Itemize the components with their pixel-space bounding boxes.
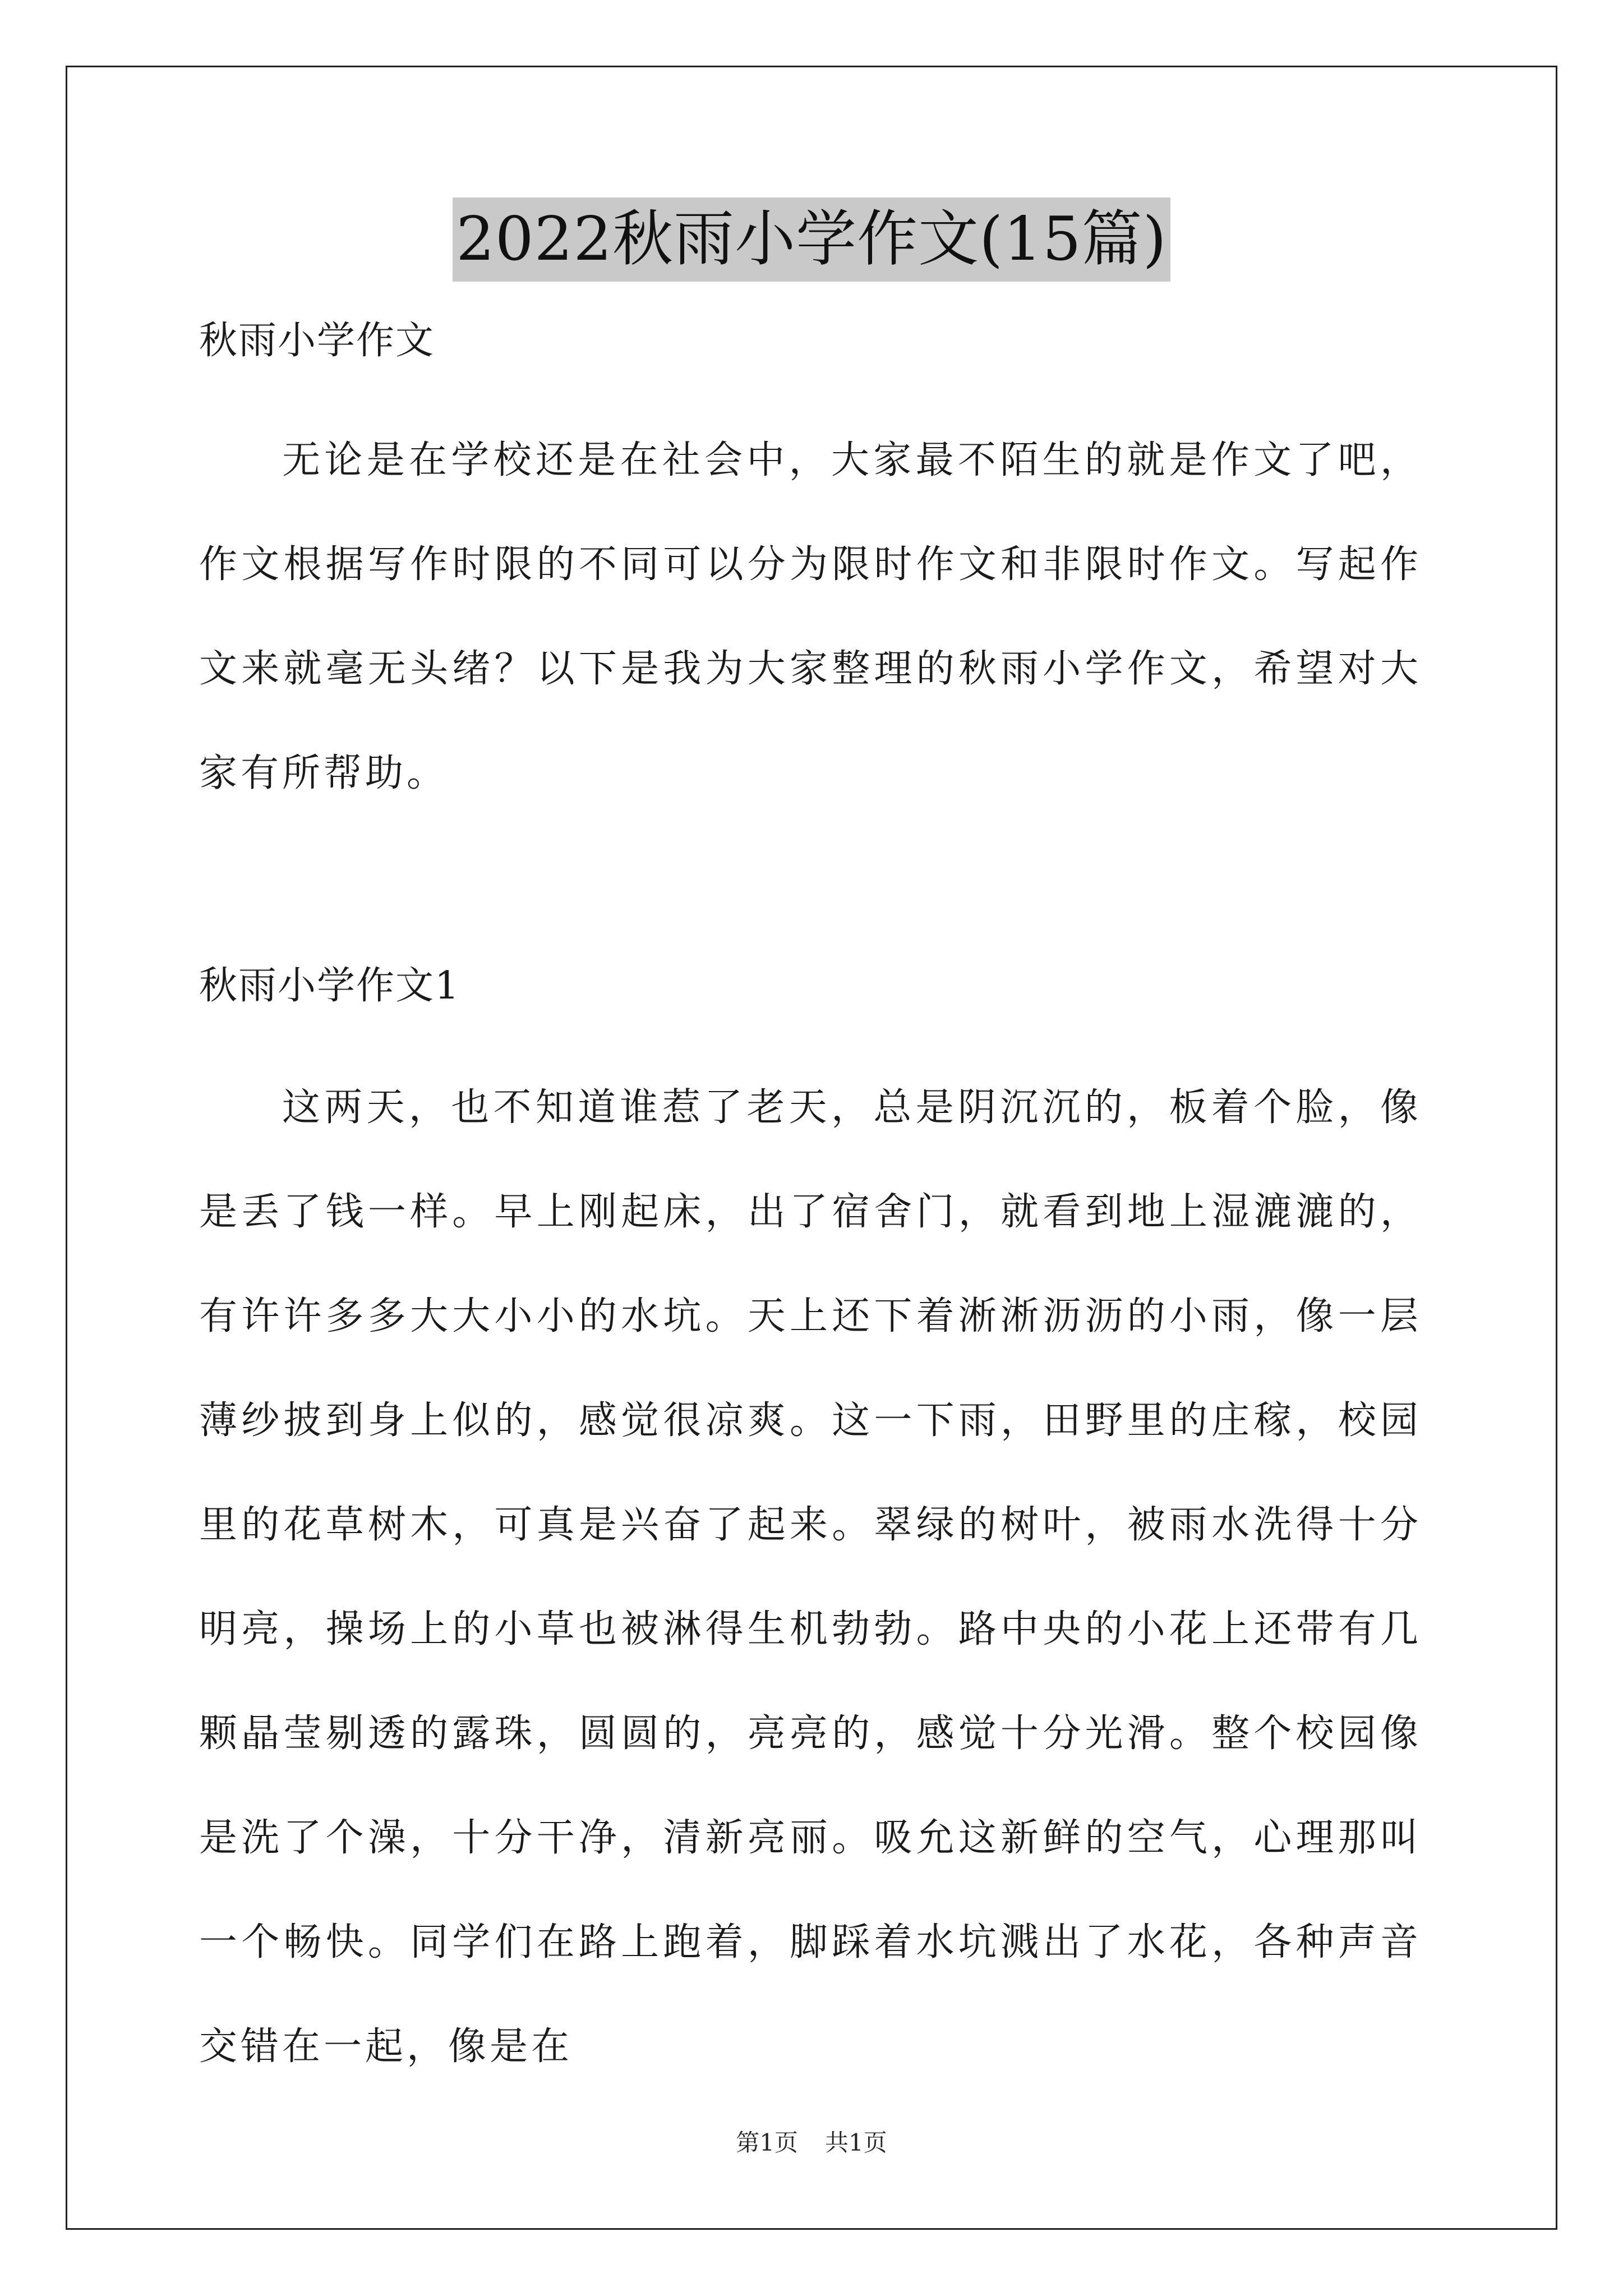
document-body: [199, 313, 1422, 2099]
section-paragraph: 这两天，也不知道谁惹了老天，总是阴沉沉的，板着个脸，像是丢了钱一样。早上刚起床，出了宿舍门，就看到地上湿漉漉的，有许许多多大大小小的水坑。天上还下着淅淅沥沥的小雨，像一层薄纱披到身上似的，感觉很凉爽。这一下雨，田野里的庄稼，校园里的花草树木，可真是兴奋了起来。翠绿的树叶，被雨水洗得十分明亮，操场上的小草也被淋得生机勃勃。路中央的小花上还带有几颗晶莹剔透的露珠，圆圆的，亮亮的，感觉十分光滑。整个校园像是洗了个澡，十分干净，清新亮丽。吸允这新鲜的空气，心理那叫一个畅快。同学们在路上跑着，脚踩着水坑溅出了水花，各种声音交错在一起，像是在: [199, 1085, 1422, 2069]
title-container: [0, 197, 1623, 282]
document-title: 2022秋雨小学作文(15篇): [453, 197, 1170, 282]
section-paragraph: 无论是在学校还是在社会中，大家最不陌生的就是作文了吧，作文根据写作时限的不同可以分为限时作文和非限时作文。写起作文来就毫无头绪？以下是我为大家整理的秋雨小学作文，希望对大家有所帮助。: [199, 438, 1422, 795]
section-heading: 秋雨小学作文1: [199, 964, 460, 1008]
page-number-current: 第1页: [736, 2129, 798, 2156]
section-heading: 秋雨小学作文: [199, 319, 435, 363]
page-number-total: 共1页: [825, 2129, 887, 2156]
page-footer: [0, 2126, 1623, 2160]
